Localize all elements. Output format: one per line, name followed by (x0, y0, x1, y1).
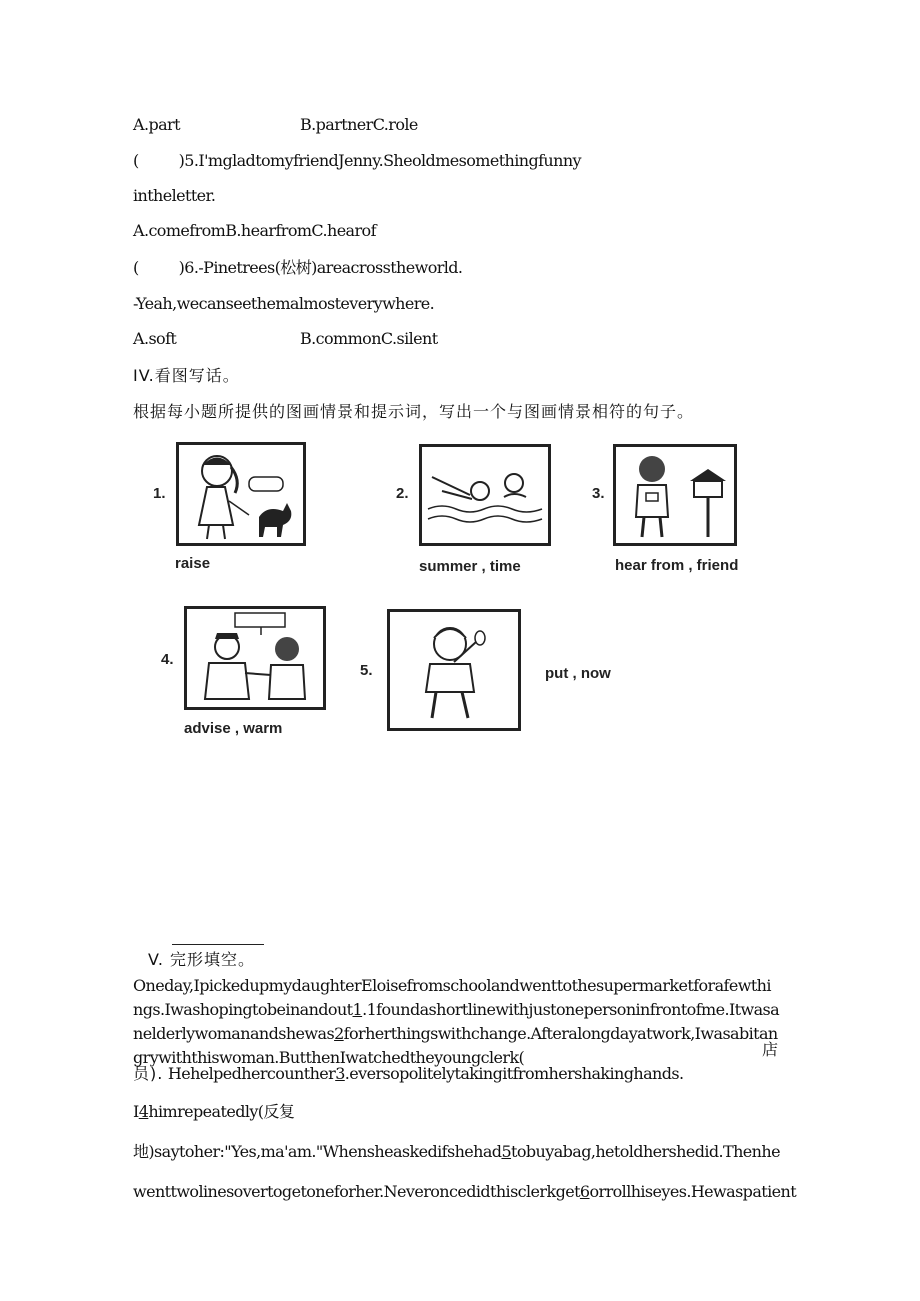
cloze-text-4: Hehelpedhercounther (167, 1064, 336, 1083)
cloze-paragraph (133, 974, 780, 1070)
cloze-text-3: forherthingswithchange.Afteralongdayatwork,Iwasabitangrywiththiswoman.ButthenIwatchedtheyoungclerk( (133, 1024, 778, 1067)
q6-option-bc: B.commonC.silent (300, 329, 438, 348)
cloze-cn-dian: 店 (762, 1040, 780, 1059)
picture-4-doctor-patient (184, 606, 326, 710)
section5-title: V. 完形填空。 (148, 950, 256, 969)
cloze-blank-4[interactable]: 4 (138, 1102, 149, 1121)
boy-letter-illustration (616, 447, 734, 543)
cloze-text-6b: himrepeatedly(反复 (148, 1102, 295, 1121)
q6-option-a: A.soft (133, 329, 177, 348)
q5-options: A.comefromB.hearfromC.hearof (133, 221, 376, 240)
picture-5-boy-brushing (387, 609, 521, 731)
q6-paren: ( (133, 258, 139, 277)
cloze-text-8a: wenttwolinesovertogetoneforher.Neveroncedidthisclerkget (133, 1182, 580, 1201)
q6-stem-text: )6.-Pinetrees(松树)areacrosstheworld. (178, 258, 463, 277)
cloze-line-6 (133, 1102, 294, 1122)
picture-2-hint: summer , time (419, 558, 521, 575)
cloze-text-6a: I (133, 1102, 139, 1121)
cloze-text-1: Oneday,IpickedupmydaughterEloisefromschoolandwenttothesupermarketforafewthings.Iwashopingtobeinandout (133, 976, 771, 1019)
cloze-blank-2[interactable]: 2 (334, 1024, 344, 1043)
cloze-text-7a: 地)saytoher:"Yes,ma'am."Whensheaskedifshehad (133, 1142, 502, 1161)
cloze-text-5: .eversopolitelytakingitfromhershakinghands. (344, 1064, 684, 1083)
picture-4-hint: advise , warm (184, 720, 283, 737)
picture-3-boy-mailbox (613, 444, 737, 546)
cloze-text-2: .1foundashortlinewithjustonepersoninfrontofme.Itwasanelderlywomanandshewas (133, 1000, 780, 1043)
picture-3-hint: hear from , friend (615, 557, 739, 574)
cloze-line-7 (133, 1142, 780, 1162)
q6-reply: -Yeah,wecanseethemalmosteverywhere. (133, 294, 435, 313)
q5-paren: ( (133, 151, 139, 170)
q5-stem-text: )5.I'mgladtomyfriendJenny.Sheoldmesomethingfunny (178, 151, 581, 170)
swimmers-illustration (422, 447, 548, 543)
picture-4-number: 4. (161, 651, 174, 668)
picture-3-number: 3. (592, 485, 605, 502)
picture-2-number: 2. (396, 485, 409, 502)
cloze-blank-3[interactable]: 3 (335, 1064, 345, 1083)
q5-stem-cont: intheletter. (133, 186, 216, 205)
picture-5-number: 5. (360, 662, 373, 679)
picture-1-girl-walking-dog (176, 442, 306, 546)
section4-title: IV.看图写话。 (133, 366, 240, 385)
cloze-blank-1[interactable]: 1 (352, 1000, 363, 1019)
cloze-text-8b: orrollhiseyes.Hewaspatient (589, 1182, 797, 1201)
cloze-line-4 (133, 1064, 683, 1084)
q4-option-bc: B.partnerC.role (300, 115, 418, 134)
girl-dog-illustration (179, 445, 303, 543)
doctor-illustration (187, 609, 323, 707)
cloze-blank-5[interactable]: 5 (501, 1142, 512, 1161)
q4-option-a: A.part (133, 115, 180, 134)
picture-1-hint: raise (175, 555, 211, 572)
cloze-text-7b: tobuyabag,hetoldhershedid.Thenhe (511, 1142, 780, 1161)
boy-brush-illustration (390, 612, 518, 728)
picture-5-hint: put , now (545, 665, 611, 682)
cloze-line-8 (133, 1182, 796, 1202)
q5-stem (133, 151, 581, 171)
picture-1-number: 1. (153, 485, 166, 502)
picture-2-swimming (419, 444, 551, 546)
section4-instruction: 根据每小题所提供的图画情景和提示词，写出一个与图画情景相符的句子。 (133, 402, 695, 421)
q6-stem (133, 258, 462, 278)
cloze-cn-yuan: 员). (133, 1064, 164, 1083)
cloze-blank-6[interactable]: 6 (579, 1182, 590, 1201)
section5-rule (172, 944, 264, 945)
